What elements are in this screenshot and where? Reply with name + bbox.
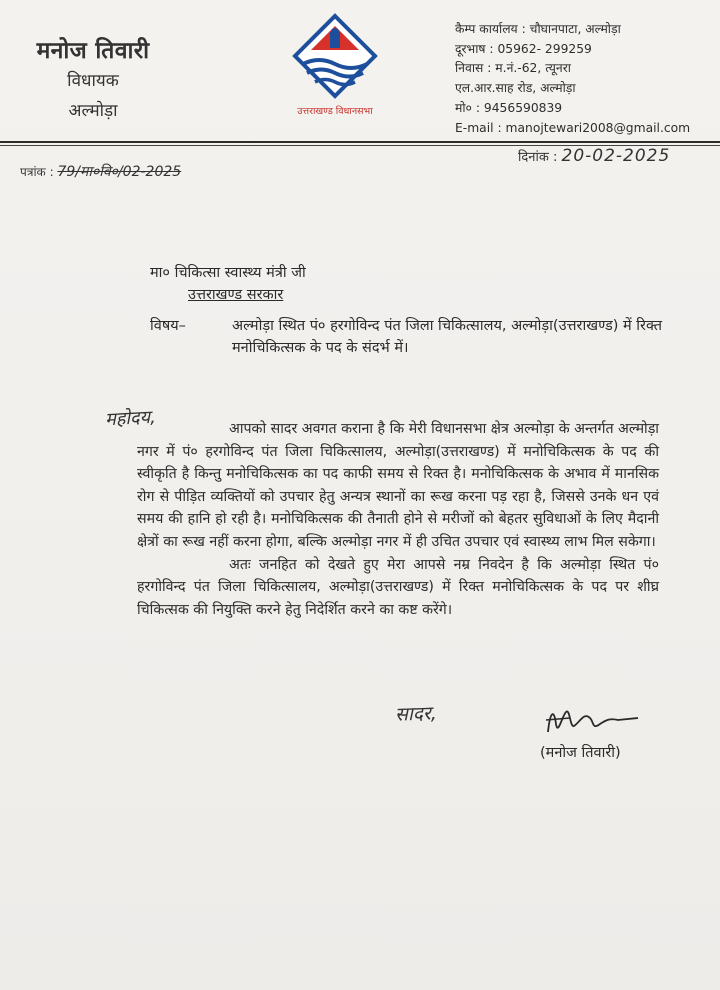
contact-email: E-mail : manojtewari2008@gmail.com (455, 120, 691, 135)
salutation-handwritten: महोदय, (104, 406, 157, 431)
reference-value: 79/मा०वि०/02-2025 (57, 164, 182, 180)
contact-phone: दूरभाष : 05962- 299259 (455, 41, 592, 56)
contact-mobile: मो० : 9456590839 (455, 100, 563, 115)
signatory-name: (मनोज तिवारी) (540, 745, 621, 761)
date-value: 20-02-2025 (561, 146, 671, 166)
date-label: दिनांक : (518, 150, 558, 165)
mla-title: विधायक (67, 71, 119, 91)
signature-icon (540, 702, 650, 742)
contact-residence: निवास : म.नं.-62, त्यूनरा (455, 61, 571, 76)
assembly-emblem-icon (285, 12, 385, 102)
letterhead-name-block (18, 36, 168, 126)
mla-name: मनोज तिवारी (36, 38, 150, 64)
contact-address: एल.आर.साह रोड, अल्मोड़ा (455, 81, 576, 96)
contact-block (455, 20, 710, 138)
reference-number (20, 162, 181, 181)
letter-body (137, 418, 659, 621)
header-rule (0, 141, 720, 143)
logo-caption: उत्तराखण्ड विधानसभा (297, 106, 373, 117)
letter-date (518, 146, 670, 166)
mla-constituency: अल्मोड़ा (68, 101, 118, 121)
body-paragraph-1: आपको सादर अवगत कराना है कि मेरी विधानसभा क्षेत्र अल्मोड़ा के अन्तर्गत अल्मोड़ा नगर में पं० हरगोविन्द पंत जिला चिकित्सालय, अल्मोड़ा(उत्तराखण्ड) में मनोचिकित्सक के पद की स्वीकृति है किन्तु मनोचिकित्सक का पद काफी समय से रिक्त है। मनोचिकित्सक के अभाव में मानसिक रोग से पीड़ित व्यक्तियों को उपचार हेतु अन्यत्र स्थानों का रूख करना पड़ रहा है, जिससे उनके धन एवं समय की हानि हो रही है। मनोचिकित्सक की तैनाती होने से मरीजों को बेहतर सुविधाओं के लिए मैदानी क्षेत्रों का रूख नहीं करना होगा, बल्कि अल्मोड़ा नगर में ही उचित उपचार एवं स्वास्थ्य लाभ मिल सकेगा। (137, 421, 659, 550)
recipient-line1: मा० चिकित्सा स्वास्थ्य मंत्री जी (150, 265, 306, 281)
subject-text: अल्मोड़ा स्थित पं० हरगोविन्द पंत जिला चिकित्सालय, अल्मोड़ा(उत्तराखण्ड) में रिक्त मनोचिकित्सक के पद के संदर्भ में। (232, 318, 662, 356)
assembly-logo (275, 12, 395, 117)
contact-office: कैम्प कार्यालय : चौघानपाटा, अल्मोड़ा (455, 22, 621, 36)
reference-label: पत्रांक : (20, 165, 54, 179)
subject-label: विषय– (150, 318, 186, 334)
signature-scribble (540, 702, 650, 746)
recipient-line2: उत्तराखण्ड सरकार (188, 287, 284, 303)
body-paragraph-2: अतः जनहित को देखते हुए मेरा आपसे नम्र निवदेन है कि अल्मोड़ा स्थित पं० हरगोविन्द पंत जिला चिकित्सालय, अल्मोड़ा(उत्तराखण्ड) में रिक्त मनोचिकित्सक के पद पर शीघ्र चिकित्सक की नियुक्ति करने हेतु निदेर्शित करने का कष्ट करेंगे। (137, 556, 659, 618)
recipient-block (150, 262, 306, 306)
closing-handwritten: सादर, (394, 702, 438, 726)
